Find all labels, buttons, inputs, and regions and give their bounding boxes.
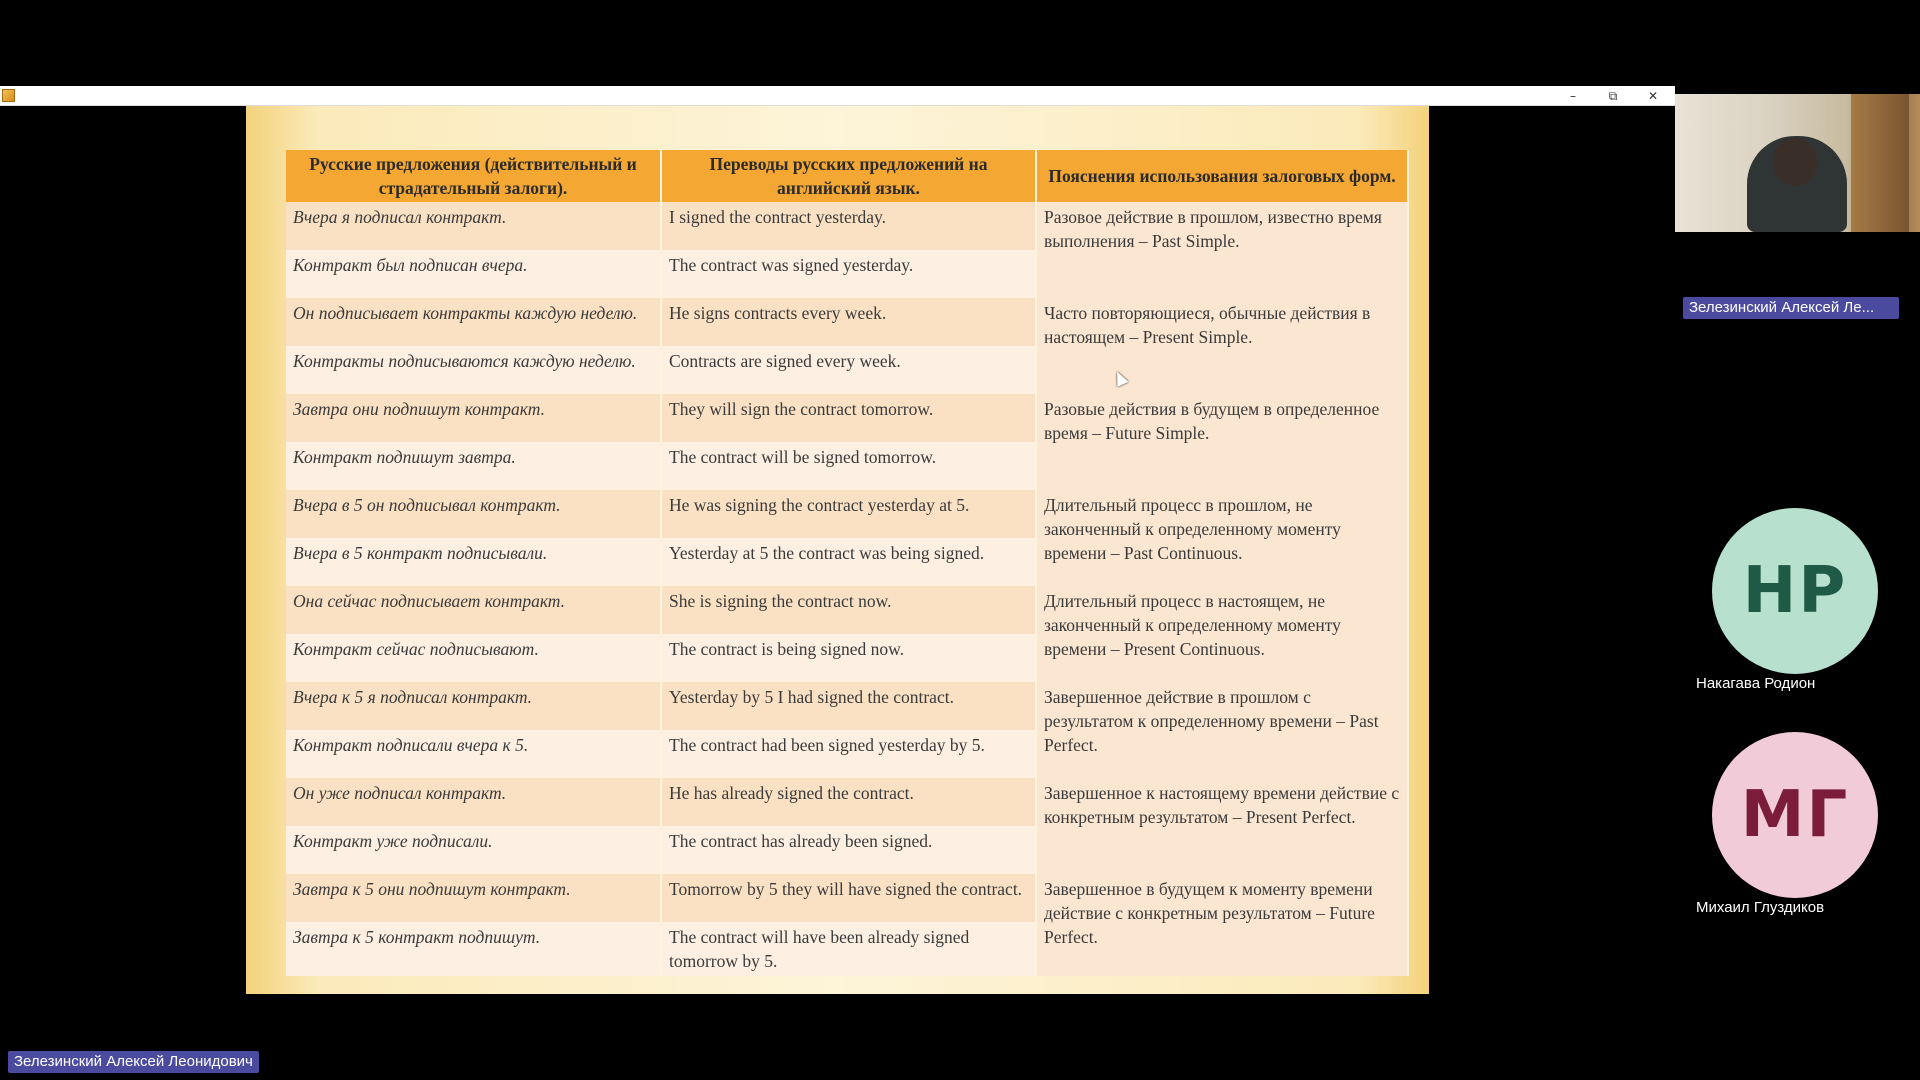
- maximize-button[interactable]: ⧉: [1608, 88, 1618, 103]
- explanation-cell: Часто повторяющиеся, обычные действия в настоящем – Present Simple.: [1036, 298, 1408, 394]
- explanation-cell: Длительный процесс в прошлом, не законченный к определенному моменту времени – Past Continuous.: [1036, 490, 1408, 586]
- russian-cell: Контракт подписали вчера к 5.: [286, 730, 661, 778]
- english-cell: Yesterday by 5 I had signed the contract.: [661, 682, 1036, 730]
- active-speaker-name: Зелезинский Алексей Леонидович: [8, 1051, 259, 1073]
- russian-cell: Контракты подписываются каждую неделю.: [286, 346, 661, 394]
- participant-video[interactable]: [1675, 94, 1920, 232]
- russian-cell: Завтра к 5 они подпишут контракт.: [286, 874, 661, 922]
- minimize-button[interactable]: –: [1570, 89, 1576, 103]
- english-cell: I signed the contract yesterday.: [661, 202, 1036, 250]
- english-cell: He was signing the contract yesterday at 5.: [661, 490, 1036, 538]
- header-russian: Русские предложения (действительный и страдательный залоги).: [286, 150, 661, 202]
- english-cell: Contracts are signed every week.: [661, 346, 1036, 394]
- english-cell: The contract has already been signed.: [661, 826, 1036, 874]
- russian-cell: Вчера в 5 контракт подписывали.: [286, 538, 661, 586]
- close-button[interactable]: ✕: [1647, 89, 1659, 103]
- table-row: [286, 490, 1408, 538]
- russian-cell: Она сейчас подписывает контракт.: [286, 586, 661, 634]
- video-background-door: [1851, 94, 1909, 232]
- explanation-cell: Разовое действие в прошлом, известно время выполнения – Past Simple.: [1036, 202, 1408, 298]
- explanation-cell: Разовые действия в будущем в определенное время – Future Simple.: [1036, 394, 1408, 490]
- explanation-cell: Завершенное действие в прошлом с результатом к определенному времени – Past Perfect.: [1036, 682, 1408, 778]
- english-cell: The contract will be signed tomorrow.: [661, 442, 1036, 490]
- english-cell: Tomorrow by 5 they will have signed the contract.: [661, 874, 1036, 922]
- table-row: [286, 394, 1408, 442]
- table-row: [286, 778, 1408, 826]
- russian-cell: Контракт подпишут завтра.: [286, 442, 661, 490]
- shared-window-titlebar: [0, 86, 1675, 106]
- header-english: Переводы русских предложений на английский язык.: [661, 150, 1036, 202]
- table-row: [286, 586, 1408, 634]
- russian-cell: Завтра к 5 контракт подпишут.: [286, 922, 661, 976]
- english-cell: They will sign the contract tomorrow.: [661, 394, 1036, 442]
- table-row: [286, 202, 1408, 250]
- russian-cell: Контракт сейчас подписывают.: [286, 634, 661, 682]
- russian-cell: Он уже подписал контракт.: [286, 778, 661, 826]
- participant-name: Михаил Глуздиков: [1696, 899, 1825, 916]
- english-cell: The contract had been signed yesterday by 5.: [661, 730, 1036, 778]
- russian-cell: Контракт был подписан вчера.: [286, 250, 661, 298]
- english-cell: He signs contracts every week.: [661, 298, 1036, 346]
- russian-cell: Вчера в 5 он подписывал контракт.: [286, 490, 661, 538]
- video-participant-name: Зелезинский Алексей Ле...: [1683, 297, 1899, 319]
- participant-name: Накагава Родион: [1696, 675, 1816, 692]
- table-row: [286, 298, 1408, 346]
- explanation-cell: Завершенное в будущем к моменту времени действие с конкретным результатом – Future Perfect.: [1036, 874, 1408, 976]
- table-row: [286, 682, 1408, 730]
- participant-avatar[interactable]: НР: [1712, 508, 1878, 674]
- video-person-head: [1773, 138, 1817, 186]
- header-explanation: Пояснения использования залоговых форм.: [1036, 150, 1408, 202]
- presentation-slide: [246, 106, 1429, 994]
- participant-avatar[interactable]: МГ: [1712, 732, 1878, 898]
- english-cell: She is signing the contract now.: [661, 586, 1036, 634]
- russian-cell: Вчера к 5 я подписал контракт.: [286, 682, 661, 730]
- russian-cell: Контракт уже подписали.: [286, 826, 661, 874]
- english-cell: Yesterday at 5 the contract was being signed.: [661, 538, 1036, 586]
- voice-forms-table: [286, 150, 1409, 976]
- explanation-cell: Длительный процесс в настоящем, не законченный к определенному моменту времени – Present Continuous.: [1036, 586, 1408, 682]
- table-row: [286, 874, 1408, 922]
- russian-cell: Он подписывает контракты каждую неделю.: [286, 298, 661, 346]
- russian-cell: Завтра они подпишут контракт.: [286, 394, 661, 442]
- table-header-row: [286, 150, 1408, 202]
- english-cell: The contract will have been already signed tomorrow by 5.: [661, 922, 1036, 976]
- english-cell: The contract was signed yesterday.: [661, 250, 1036, 298]
- explanation-cell: Завершенное к настоящему времени действие с конкретным результатом – Present Perfect.: [1036, 778, 1408, 874]
- english-cell: The contract is being signed now.: [661, 634, 1036, 682]
- presentation-app-icon: [2, 89, 15, 102]
- russian-cell: Вчера я подписал контракт.: [286, 202, 661, 250]
- english-cell: He has already signed the contract.: [661, 778, 1036, 826]
